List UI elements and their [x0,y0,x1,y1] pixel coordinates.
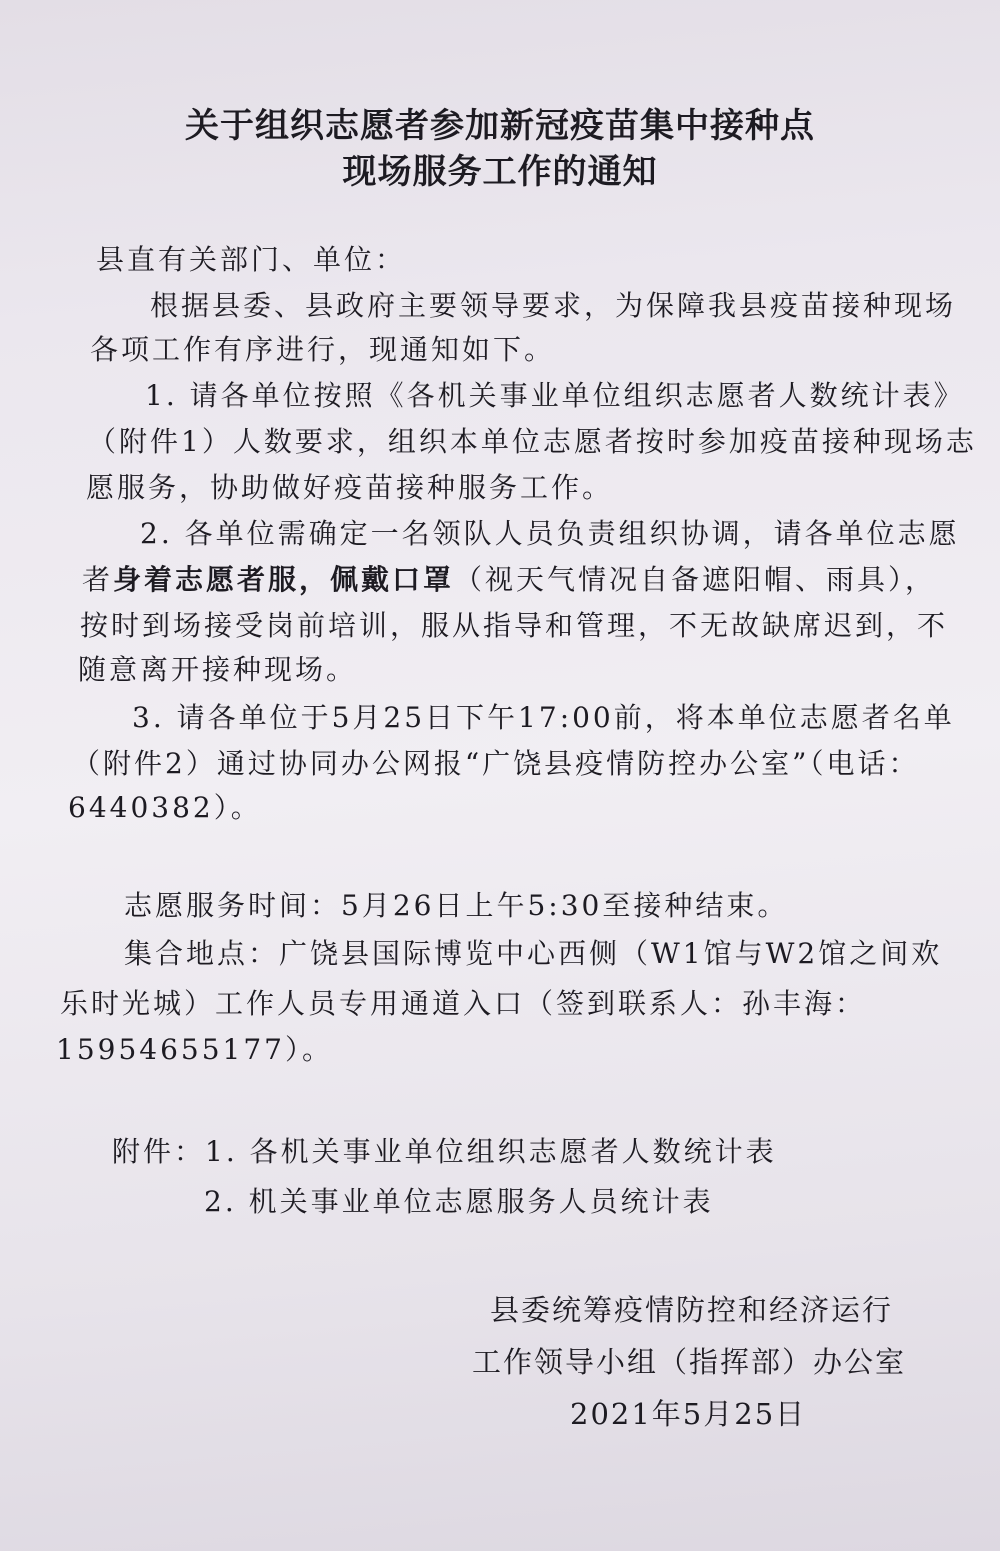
item3-line-3: 6440382）。 [68,791,262,824]
title-line-1: 关于组织志愿者参加新冠疫苗集中接种点 [185,106,815,146]
item2-line-2 [82,558,936,598]
intro-line-1: 根据县委、县政府主要领导要求，为保障我县疫苗接种现场 [150,289,957,322]
attachment-1: 附件：1. 各机关事业单位组织志愿者人数统计表 [112,1135,777,1168]
title-line-2: 现场服务工作的通知 [342,152,658,192]
item1-line-1: 1. 请各单位按照《各机关事业单位组织志愿者人数统计表》 [145,379,965,412]
venue-line-3: 15954655177）。 [56,1033,333,1066]
item3-line-1: 3. 请各单位于5月25日下午17:00前，将本单位志愿者名单 [132,701,955,734]
signature-org-line-2: 工作领导小组（指挥部）办公室 [472,1345,907,1379]
intro-line-2: 各项工作有序进行，现通知如下。 [90,333,556,366]
item2-line-3: 按时到场接受岗前培训，服从指导和管理，不无故缺席迟到，不 [80,609,949,642]
item3-line-2: （附件2）通过协同办公网报“广饶县疫情防控办公室”（电话： [72,747,920,780]
item1-line-3: 愿服务，协助做好疫苗接种服务工作。 [86,471,614,504]
item2-line-4: 随意离开接种现场。 [78,653,358,686]
item2-line-1: 2. 各单位需确定一名领队人员负责组织协调，请各单位志愿 [140,517,960,550]
item2-line-2-pre: 者 [82,563,114,596]
item1-line-2: （附件1）人数要求，组织本单位志愿者按时参加疫苗接种现场志 [88,425,977,458]
item2-emphasis: 身着志愿者服，佩戴口罩 [113,563,455,596]
salutation: 县直有关部门、单位： [96,243,407,276]
venue-line-2: 乐时光城）工作人员专用通道入口（签到联系人：孙丰海： [60,987,867,1020]
attachment-2: 2. 机关事业单位志愿服务人员统计表 [204,1185,714,1218]
venue-line-1: 集合地点：广饶县国际博览中心西侧（W1馆与W2馆之间欢 [124,937,943,970]
item2-line-2-post: （视天气情况自备遮阳帽、雨具）， [454,563,937,596]
service-time: 志愿服务时间：5月26日上午5:30至接种结束。 [124,889,789,922]
signature-org-line-1: 县委统筹疫情防控和经济运行 [490,1293,894,1327]
signature-date: 2021年5月25日 [570,1397,807,1431]
